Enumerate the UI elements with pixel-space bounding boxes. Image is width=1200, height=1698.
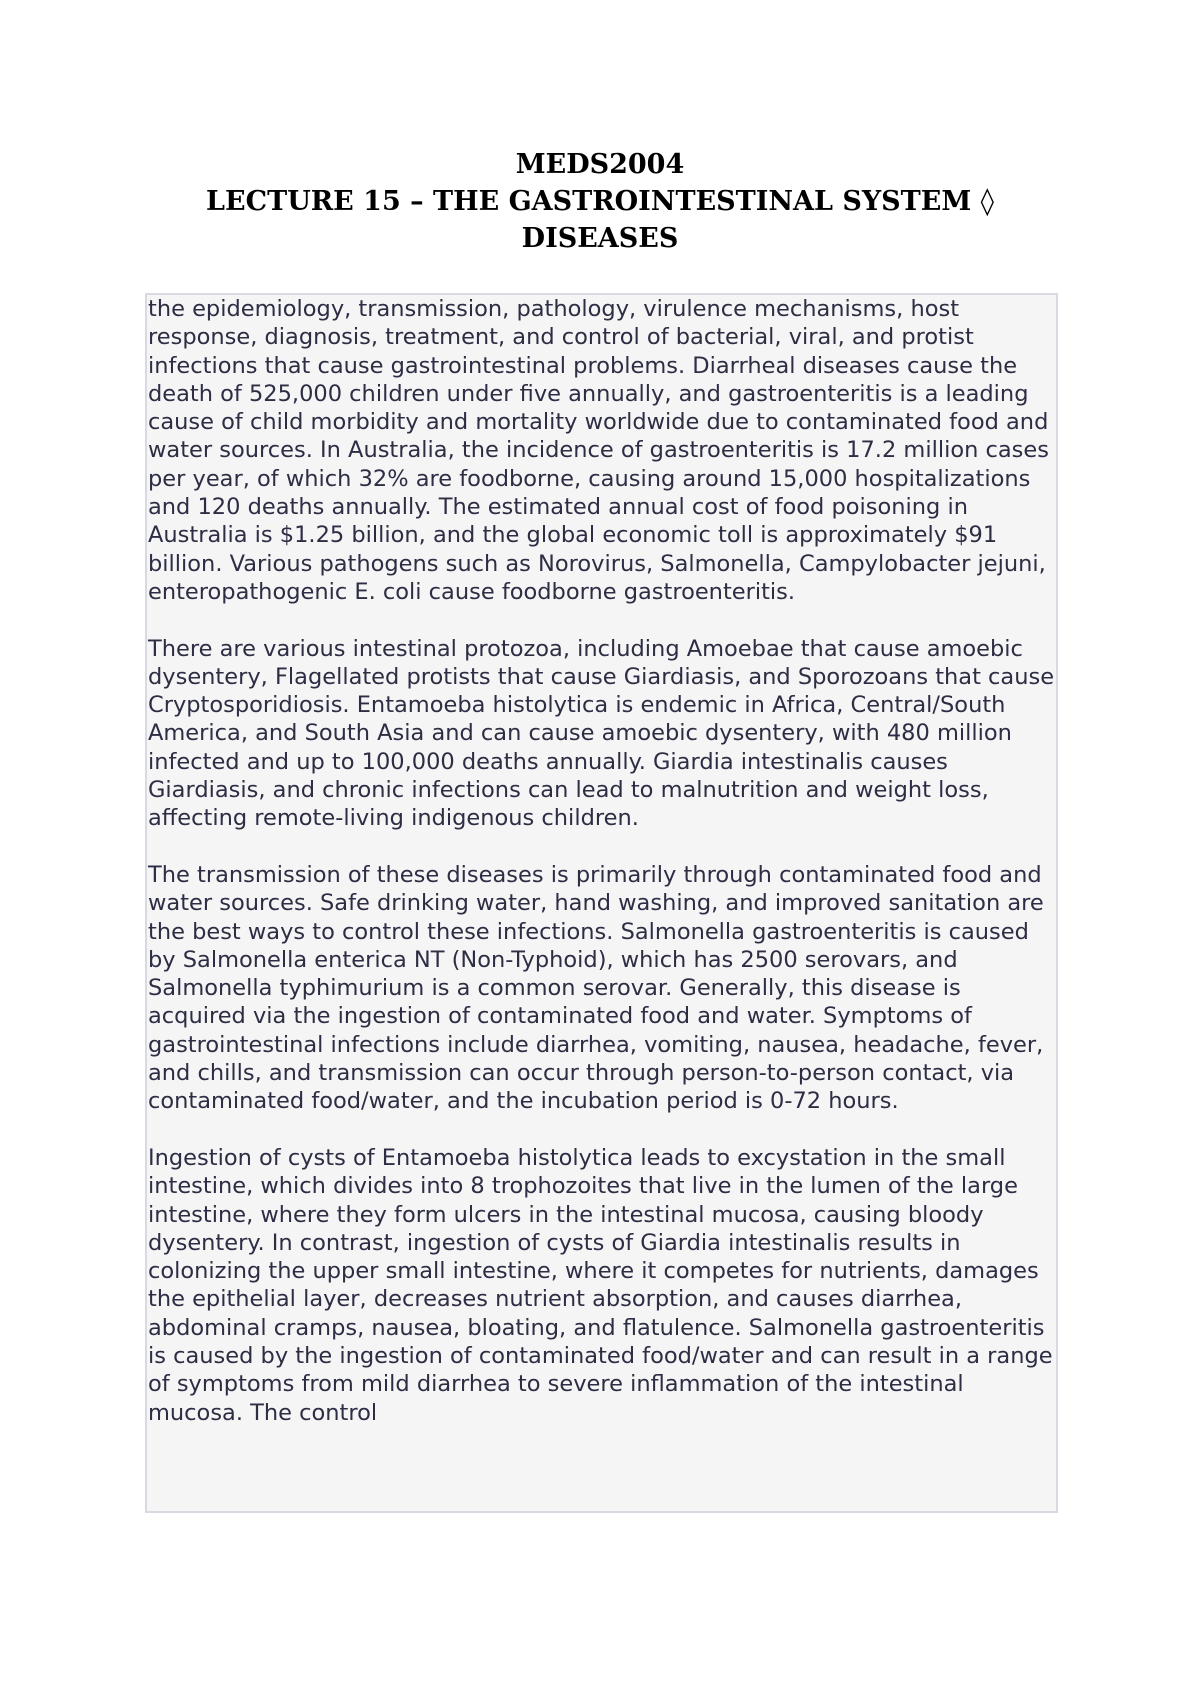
summary-text-box: [145, 293, 1058, 1513]
paragraph-2: There are various intestinal protozoa, including Amoebae that cause amoebic dysentery, Flagellated protists that cause Giardiasis, and Sporozoans that cause Cryptosporidiosis. Entamoeba histolytica is endemic in Africa, Central/South America, and South Asia and can cause amoebic dysentery, with 480 million infected and up to 100,000 deaths annually. Giardia intestinalis causes Giardiasis, and chronic infections can lead to malnutrition and weight loss, affecting remote-living indigenous children.: [148, 635, 1055, 832]
lecture-title-line-2: DISEASES: [521, 223, 679, 254]
course-code: MEDS2004: [515, 149, 685, 180]
paragraph-3: The transmission of these diseases is primarily through contaminated food and water sources. Safe drinking water, hand washing, and improved sanitation are the best ways to control these infections. Salmonella gastroenteritis is caused by Salmonella enterica NT (Non-Typhoid), which has 2500 serovars, and Salmonella typhimurium is a common serovar. Generally, this disease is acquired via the ingestion of contaminated food and water. Symptoms of gastrointestinal infections include diarrhea, vomiting, nausea, headache, fever, and chills, and transmission can occur through person-to-person contact, via contaminated food/water, and the incubation period is 0-72 hours.: [148, 861, 1044, 1115]
document-title: [0, 146, 1200, 257]
paragraph-4: Ingestion of cysts of Entamoeba histolytica leads to excystation in the small intestine, which divides into 8 trophozoites that live in the lumen of the large intestine, where they form ulcers in the intestinal mucosa, causing bloody dysentery. In contrast, ingestion of cysts of Giardia intestinalis results in colonizing the upper small intestine, where it competes for nutrients, damages the epithelial layer, decreases nutrient absorption, and causes diarrhea, abdominal cramps, nausea, bloating, and flatulence. Salmonella gastroenteritis is caused by the ingestion of contaminated food/water and can result in a range of symptoms from mild diarrhea to severe inflammation of the intestinal mucosa. The control: [148, 1144, 1053, 1426]
lecture-title-line-1: LECTURE 15 – THE GASTROINTESTINAL SYSTEM ◊: [206, 186, 994, 217]
paragraph-1: the epidemiology, transmission, pathology, virulence mechanisms, host response, diagnosis, treatment, and control of bacterial, viral, and protist infections that cause gastrointestinal problems. Diarrheal diseases cause the death of 525,000 children under five annually, and gastroenteritis is a leading cause of child morbidity and mortality worldwide due to contaminated food and water sources. In Australia, the incidence of gastroenteritis is 17.2 million cases per year, of which 32% are foodborne, causing around 15,000 hospitalizations and 120 deaths annually. The estimated annual cost of food poisoning in Australia is $1.25 billion, and the global economic toll is approximately $91 billion. Various pathogens such as Norovirus, Salmonella, Campylobacter jejuni, enteropathogenic E. coli cause foodborne gastroenteritis.: [148, 296, 1049, 605]
summary-text: [147, 295, 1056, 1427]
